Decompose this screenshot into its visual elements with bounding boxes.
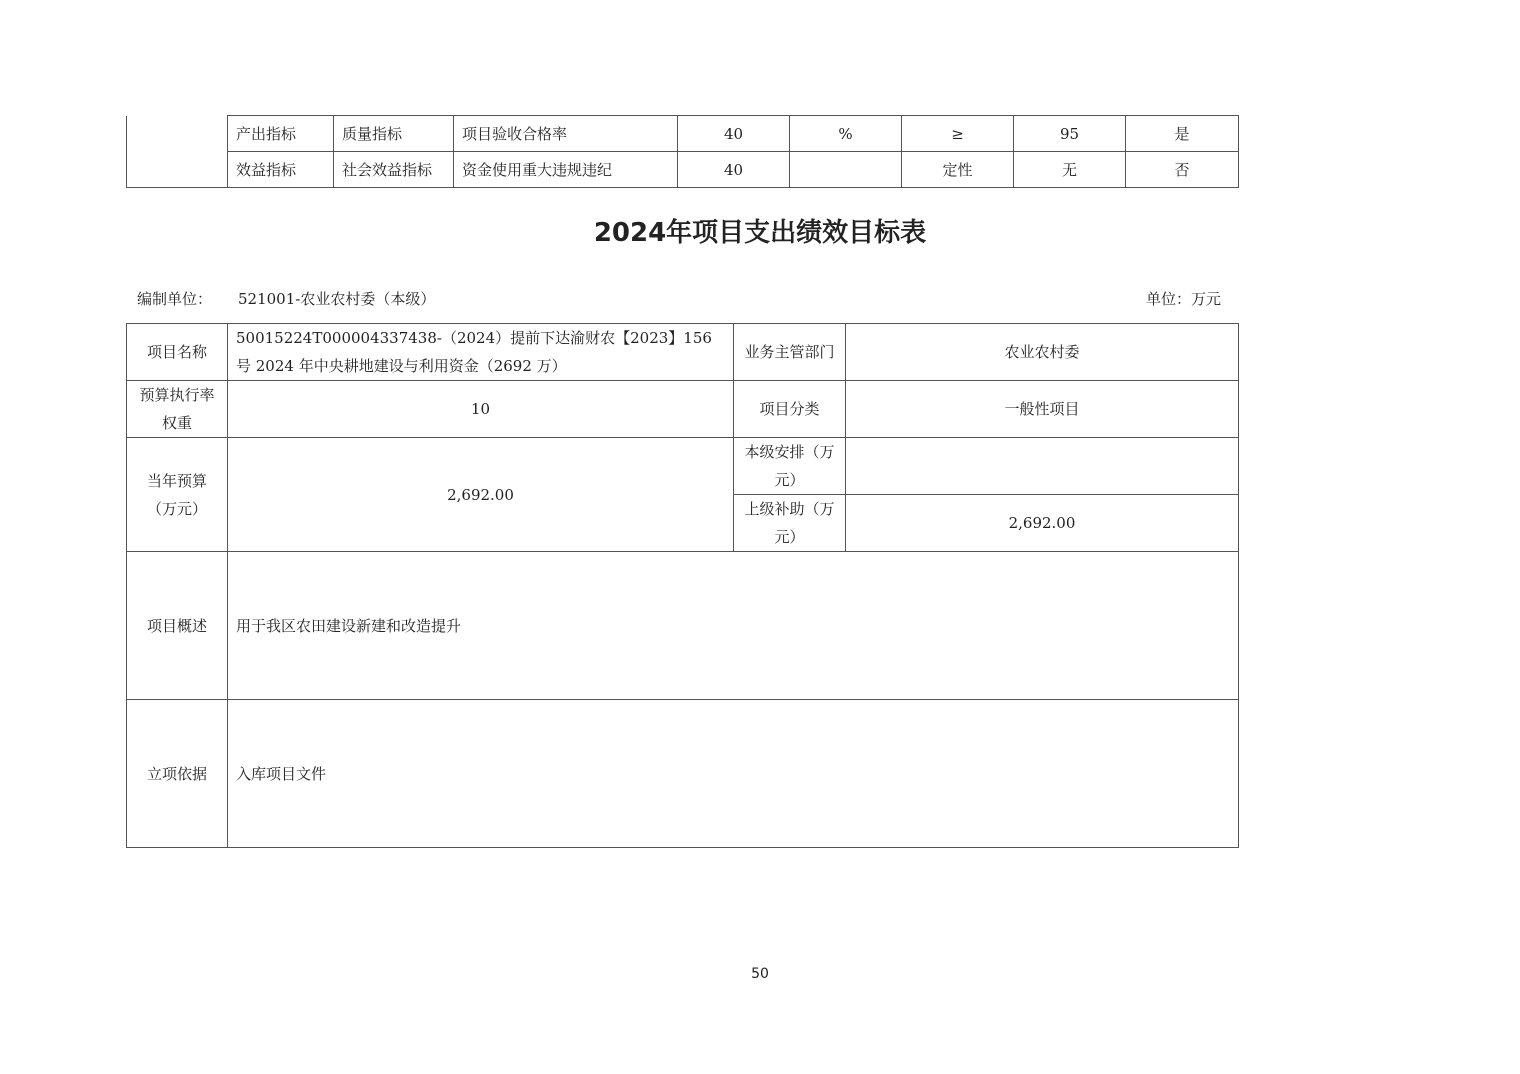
- budget-label: 当年预算（万元）: [127, 438, 228, 552]
- weight-cell: 40: [678, 152, 790, 188]
- table-row: [127, 552, 1239, 700]
- level1-cell: 产出指标: [228, 116, 334, 152]
- table-row: [127, 700, 1239, 848]
- exec-rate-label: 预算执行率权重: [127, 381, 228, 438]
- table-row: [127, 381, 1239, 438]
- unit-cell: [790, 152, 902, 188]
- local-arrangement-label: 本级安排（万元）: [734, 438, 846, 495]
- target-cell: 无: [1014, 152, 1126, 188]
- blank-cell: [127, 116, 228, 188]
- org-unit-label: 编制单位：: [137, 290, 213, 308]
- page-number: 50: [751, 966, 769, 982]
- table-row: [127, 438, 1239, 495]
- category-value: 一般性项目: [846, 381, 1239, 438]
- unit-cell: %: [790, 116, 902, 152]
- level2-cell: 社会效益指标: [334, 152, 454, 188]
- top-indicator-table: [126, 115, 1239, 188]
- table-row: [127, 116, 1239, 152]
- indicator-cell: 资金使用重大违规违纪: [454, 152, 678, 188]
- table-row: [127, 152, 1239, 188]
- exec-rate-value: 10: [228, 381, 734, 438]
- basis-value: 入库项目文件: [228, 700, 1239, 848]
- operator-cell: ≥: [902, 116, 1014, 152]
- dept-label: 业务主管部门: [734, 324, 846, 381]
- basis-label: 立项依据: [127, 700, 228, 848]
- dept-value: 农业农村委: [846, 324, 1239, 381]
- performance-target-table: [126, 323, 1239, 848]
- target-cell: 95: [1014, 116, 1126, 152]
- money-unit-label: 单位：万元: [1146, 290, 1222, 308]
- org-unit-value: 521001-农业农村委（本级）: [238, 290, 436, 308]
- table-row: [127, 324, 1239, 381]
- category-label: 项目分类: [734, 381, 846, 438]
- project-name-value: 50015224T000004337438-（2024）提前下达渝财农【2023】156 号 2024 年中央耕地建设与利用资金（2692 万）: [228, 324, 734, 381]
- weight-cell: 40: [678, 116, 790, 152]
- project-name-label: 项目名称: [127, 324, 228, 381]
- upper-subsidy-label: 上级补助（万元）: [734, 495, 846, 552]
- core-cell: 是: [1126, 116, 1239, 152]
- operator-cell: 定性: [902, 152, 1014, 188]
- page-title: 2024年项目支出绩效目标表: [593, 218, 927, 248]
- core-cell: 否: [1126, 152, 1239, 188]
- upper-subsidy-value: 2,692.00: [846, 495, 1239, 552]
- level2-cell: 质量指标: [334, 116, 454, 152]
- budget-value: 2,692.00: [228, 438, 734, 552]
- overview-value: 用于我区农田建设新建和改造提升: [228, 552, 1239, 700]
- overview-label: 项目概述: [127, 552, 228, 700]
- local-arrangement-value: [846, 438, 1239, 495]
- level1-cell: 效益指标: [228, 152, 334, 188]
- indicator-cell: 项目验收合格率: [454, 116, 678, 152]
